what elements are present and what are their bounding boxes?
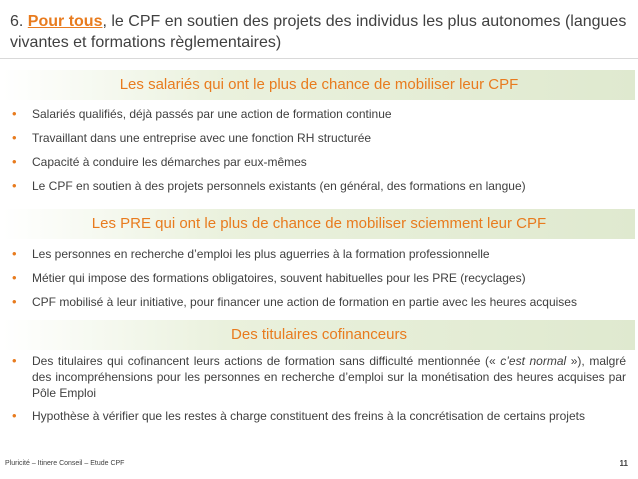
bullet-icon: • <box>12 408 17 423</box>
list-item-text: Travaillant dans une entreprise avec une fonction RH structurée <box>32 131 372 145</box>
list-item-text-before: Des titulaires qui cofinancent leurs actions de formation sans difficulté mentionnée (« <box>32 354 501 368</box>
list-item-text-after: »), malgré des incompréhensions pour les personnes en recherche d’emploi sur la monétisation des heures acquises par Pôle Emploi <box>32 354 627 400</box>
bullet-icon: • <box>12 353 17 368</box>
section-list-salaries <box>12 106 626 202</box>
list-item <box>12 408 626 424</box>
list-item-text: Les personnes en recherche d’emploi les plus aguerries à la formation professionnelle <box>32 247 490 261</box>
section-heading-pre: Les PRE qui ont le plus de chance de mobiliser sciemment leur CPF <box>3 209 635 239</box>
bullet-icon: • <box>12 246 17 261</box>
section-list-pre <box>12 246 626 318</box>
bullet-icon: • <box>12 270 17 285</box>
footer-credit: Pluricité – Itinere Conseil – Etude CPF <box>5 460 125 467</box>
list-item <box>12 130 626 146</box>
bullet-icon: • <box>12 154 17 169</box>
list-item-text: Hypothèse à vérifier que les restes à charge constituent des freins à la concrétisation de certains projets <box>32 409 585 423</box>
section-heading-cofinanceurs: Des titulaires cofinanceurs <box>3 320 635 350</box>
list-item-quote: c’est normal <box>500 354 567 368</box>
list-item-text: Le CPF en soutien à des projets personnels existants (en général, des formations en langue) <box>32 179 526 193</box>
page-number: 11 <box>619 459 628 468</box>
title-divider <box>0 58 638 59</box>
bullet-icon: • <box>12 130 17 145</box>
list-item <box>12 294 626 310</box>
list-item-text: Métier qui impose des formations obligatoires, souvent habituelles pour les PRE (recyclages) <box>32 271 526 285</box>
bullet-icon: • <box>12 294 17 309</box>
list-item-text: CPF mobilisé à leur initiative, pour financer une action de formation en partie avec les heures acquises <box>32 295 577 309</box>
section-heading-salaries: Les salariés qui ont le plus de chance de mobiliser leur CPF <box>3 70 635 100</box>
slide-title <box>10 11 630 53</box>
title-accent: Pour tous <box>27 13 103 30</box>
list-item <box>12 246 626 262</box>
bullet-icon: • <box>12 178 17 193</box>
title-rest: , le CPF en soutien des projets des individus les plus autonomes (langues vivantes et formations règlementaires) <box>10 13 627 51</box>
list-item-text: Capacité à conduire les démarches par eux-mêmes <box>32 155 307 169</box>
bullet-icon: • <box>12 106 17 121</box>
list-item <box>12 106 626 122</box>
list-item <box>12 178 626 194</box>
list-item <box>12 353 626 401</box>
section-list-cofinanceurs <box>12 353 626 431</box>
list-item <box>12 154 626 170</box>
list-item-text: Salariés qualifiés, déjà passés par une action de formation continue <box>32 107 392 121</box>
title-number: 6. <box>10 13 28 30</box>
list-item <box>12 270 626 286</box>
